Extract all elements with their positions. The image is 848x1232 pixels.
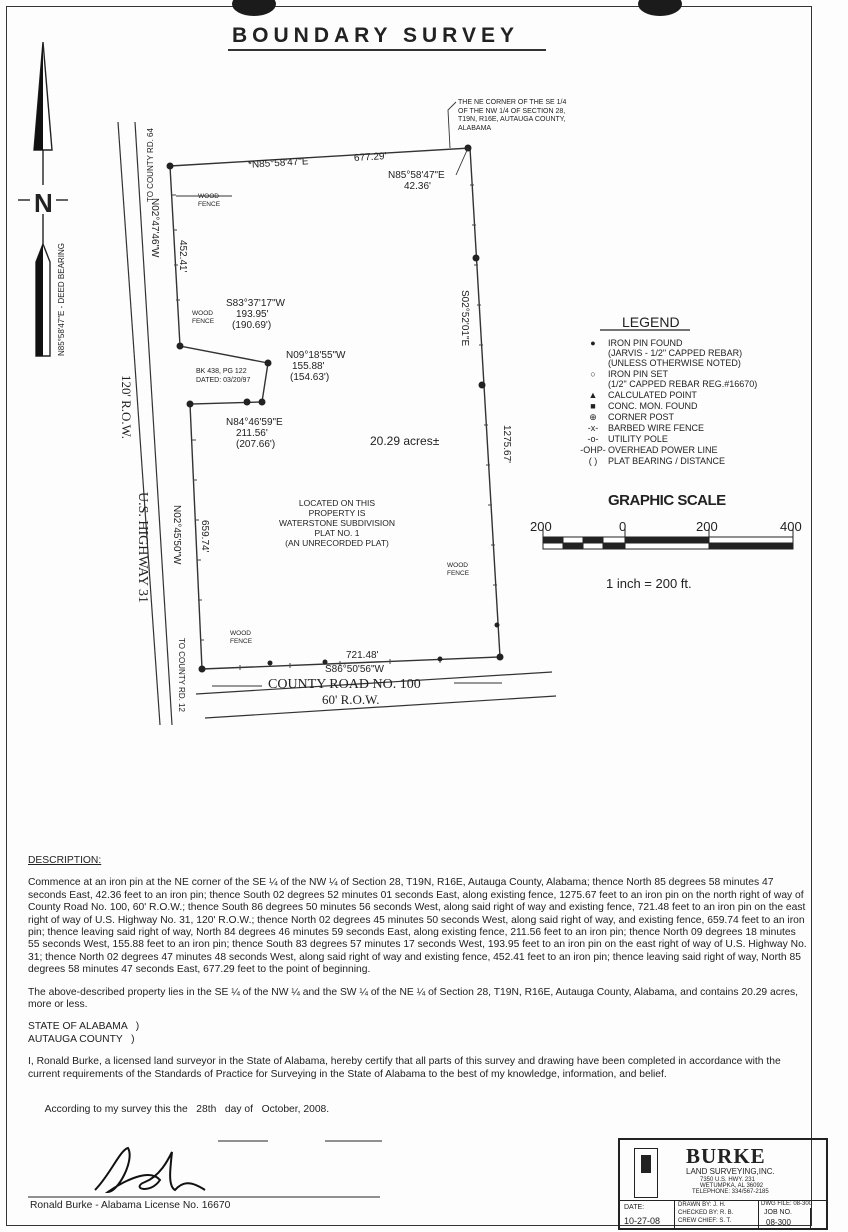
signer-name: Ronald Burke - Alabama License No. 16670 [30, 1200, 231, 1211]
according-line [28, 1091, 808, 1128]
description-block [28, 855, 808, 1128]
legend-text-line: IRON PIN FOUND [608, 338, 683, 348]
scale-tick-label: 400 [780, 519, 802, 534]
west-lower-distance: 659.74' [199, 520, 210, 553]
legend-text [608, 456, 725, 466]
legend-text-line: (JARVIS - 1/2" CAPPED REBAR) [608, 348, 743, 358]
legend-symbol-icon: ● [590, 338, 596, 348]
survey-day: 28th [196, 1103, 217, 1115]
company-logo-icon [634, 1148, 658, 1198]
county-line: AUTAUGA COUNTY ) [28, 1033, 135, 1045]
survey-month: October [261, 1103, 298, 1115]
north-line-bearing: *N85°58'47"E [247, 156, 309, 171]
ne-short-bearing: N85°58'47"E [388, 170, 445, 181]
east-line-bearing: S02°52'01"E [459, 290, 470, 347]
scale-ratio: 1 inch = 200 ft. [606, 576, 692, 591]
company-address1: 7350 U.S. HWY. 231 [700, 1177, 755, 1183]
located-note [262, 498, 412, 548]
county-road-row: 60' R.O.W. [322, 692, 380, 707]
legend-list [578, 338, 808, 467]
legend-text [608, 401, 698, 411]
ne-short-distance: 42.36' [404, 181, 431, 192]
description-heading: DESCRIPTION: [28, 855, 102, 866]
acreage-label: 20.29 acres± [370, 434, 440, 448]
highway-name: U.S. HIGHWAY 31 [135, 492, 150, 603]
county-road-name: COUNTY ROAD NO. 100 [268, 677, 421, 692]
crew-chief: CREW CHIEF: S. T. [678, 1218, 732, 1224]
legend-text-line: OVERHEAD POWER LINE [608, 445, 718, 455]
legend-text-line: (1/2" CAPPED REBAR REG.#16670) [608, 379, 758, 389]
south-line-distance: 721.48' [346, 650, 379, 661]
legend-item [578, 423, 808, 433]
legend-text-line: CORNER POST [608, 412, 675, 422]
legend-text [608, 338, 742, 368]
south-line-bearing: S86°50'56"W [325, 664, 384, 675]
highway-row: 120' R.O.W. [119, 375, 134, 439]
legend-text-line: CALCULATED POINT [608, 390, 697, 400]
dwg-file: DWG FILE: 08-300 [761, 1201, 813, 1207]
highway-lines [118, 122, 556, 725]
signature [95, 1148, 205, 1192]
outparcel-n09-bearing: N09°18'55"W [286, 350, 346, 361]
title-block [618, 1138, 828, 1230]
ne-corner-note: THE NE CORNER OF THE SE 1/4 OF THE NW 1/4 OF SECTION 28, T19N, R16E, AUTAUGA COUNTY, ALABAMA [458, 99, 567, 132]
legend-text-line: BARBED WIRE FENCE [608, 423, 705, 433]
legend-item [578, 338, 808, 368]
to-county-12-label: TO COUNTY RD. 12 [177, 638, 186, 712]
outparcel-n09-distance: 155.88' [292, 361, 325, 372]
fence-label: WOOD FENCE [447, 562, 470, 577]
legend-text [608, 445, 718, 455]
company-name: BURKE [686, 1144, 766, 1168]
legend-item [578, 369, 808, 389]
date-value: 10-27-08 [624, 1216, 661, 1226]
outparcel-n84-distance: 211.56' [236, 428, 268, 439]
company-address2: WETUMPKA, AL 36092 [700, 1183, 764, 1189]
located-note-line: LOCATED ON THIS [298, 498, 376, 508]
legend-symbol-icon: ⊕ [589, 412, 597, 422]
fence-label: WOOD FENCE [192, 310, 215, 325]
north-label: N [34, 188, 53, 218]
deed-ref-line2: DATED: 03/20/97 [196, 377, 251, 384]
scale-tick-label: 200 [696, 519, 718, 534]
outparcel-n84-plat: (207.66') [236, 439, 276, 450]
located-note-line: PROPERTY IS [308, 508, 366, 518]
legend-symbol-icon: ■ [590, 401, 596, 411]
outparcel-s83-distance: 193.95' [236, 309, 269, 320]
iron-pins [167, 145, 504, 673]
company-subtitle: LAND SURVEYING,INC. [686, 1167, 775, 1176]
west-upper-bearing: N02°47'46"W [149, 198, 160, 258]
legend-symbol-icon: ○ [590, 369, 596, 379]
survey-year: , 2008. [297, 1103, 330, 1115]
deed-bearing-note: N85°58'47"E - DEED BEARING [57, 243, 66, 356]
outparcel-s83-bearing: S83°37'17"W [226, 298, 285, 309]
outparcel-n09-plat: (154.63') [290, 372, 330, 383]
legend-title: LEGEND [622, 314, 680, 330]
description-para: Commence at an iron pin at the NE corner of the SE ¼ of the NW ¼ of Section 28, T19N, R16E, Autauga County, Alabama; thence North 85 degrees 58 minutes 47 seconds East, 42.36 feet to an iron pin; thence South 02 degrees 52 minutes 01 seconds East, along existing fence, 1275.67 feet to an iron pin on the north right of way of County Road No. 100, 60' R.O.W.; thence South 86 degrees 50 minutes 56 seconds West, along said right of way and existing fence, 721.48 feet to an iron pin on the east right of way of U.S. Highway No. 31, 120' R.O.W.; thence North 02 degrees 45 minutes 50 seconds West, along said right of way, and existing fence, 659.74 feet to an iron pin; thence leaving said right of way, North 84 degrees 46 minutes 59 seconds East, along existing fence, 211.56 feet to an iron pin; thence North 09 degrees 18 minutes 55 seconds West, 155.88 feet to an iron pin; thence South 83 degrees 57 minutes 17 seconds West, 193.95 feet to an iron pin on the east right of way of U.S. Highway No. 31; thence North 02 degrees 47 minutes 48 seconds West, along said right of way and existing fence, 452.41 feet to an iron pin; thence leaving said right of way, North 85 degrees 58 minutes 47 seconds East, 677.29 feet to the point of beginning. [28, 877, 807, 976]
according-mid: day of [224, 1103, 253, 1115]
deed-ref-line1: BK 438, PG 122 [196, 368, 247, 375]
description-para: The above-described property lies in the SE ¼ of the NW ¼ and the SW ¼ of the NE ¼ of Section 28, T19N, R16E, Autauga County, Alabama, and contains 20.29 acres, more or less. [28, 986, 799, 1011]
legend-item [578, 412, 808, 422]
east-line-distance: 1275.67' [501, 425, 512, 464]
legend-text-line: (UNLESS OTHERWISE NOTED) [608, 358, 741, 368]
outparcel-n84-bearing: N84°46'59"E [226, 417, 283, 428]
legend-text [608, 434, 668, 444]
legend-symbol-icon: -x- [587, 423, 599, 433]
located-note-line: WATERSTONE SUBDIVISION [278, 518, 396, 528]
job-no-label: JOB NO. [764, 1209, 793, 1216]
graphic-scale-bar [543, 528, 793, 549]
legend-text [608, 423, 704, 433]
to-county-64-label: TO COUNTY RD. 64 [146, 128, 155, 202]
job-no: 08-300 [766, 1218, 791, 1227]
fence-label: WOOD FENCE [230, 630, 253, 645]
fence-ticks [172, 185, 499, 670]
legend-symbol-icon: ( ) [588, 456, 598, 466]
north-line-distance: 677.29' [353, 151, 387, 164]
west-lower-bearing: N02°45'50"W [171, 505, 182, 565]
west-upper-distance: 452.41' [177, 240, 188, 273]
drawn-by: DRAWN BY: J. H. [678, 1202, 726, 1208]
according-prefix: According to my survey this the [44, 1103, 188, 1115]
located-note-line: (AN UNRECORDED PLAT) [285, 538, 389, 548]
legend-text [608, 412, 674, 422]
legend-text-line: CONC. MON. FOUND [608, 401, 698, 411]
legend-text [608, 369, 757, 389]
legend-symbol-icon: ▲ [588, 390, 598, 400]
legend-item [578, 401, 808, 411]
legend-text-line: UTILITY POLE [608, 434, 668, 444]
legend-symbol-icon: -OHP- [580, 445, 606, 455]
property-boundary [170, 148, 500, 669]
certification-para: I, Ronald Burke, a licensed land surveyor in the State of Alabama, hereby certify that all parts of this survey and drawing have been completed in accordance with the current requirements of the Standards of Practice for Surveying in the State of Alabama to the best of my knowledge, information, and belief. [28, 1056, 781, 1080]
legend-item [578, 434, 808, 444]
fence-label: WOOD FENCE [198, 193, 221, 208]
company-phone: TELEPHONE: 334/567-2185 [692, 1189, 769, 1195]
legend-item [578, 445, 808, 455]
legend-item [578, 390, 808, 400]
page-title: BOUNDARY SURVEY [232, 24, 519, 47]
state-line: STATE OF ALABAMA ) [28, 1021, 140, 1033]
located-note-line: PLAT NO. 1 [314, 528, 360, 538]
outparcel-s83-plat: (190.69') [232, 320, 272, 331]
legend-symbol-icon: -o- [587, 434, 599, 444]
legend-item [578, 456, 808, 466]
checked-by: CHECKED BY: R. B. [678, 1210, 734, 1216]
graphic-scale-title: GRAPHIC SCALE [608, 492, 726, 509]
scale-tick-label: 200 [530, 519, 552, 534]
legend-text [608, 390, 697, 400]
scale-tick-label: 0 [619, 519, 627, 534]
date-label: DATE: [624, 1204, 645, 1211]
legend-text-line: PLAT BEARING / DISTANCE [608, 456, 726, 466]
legend-text-line: IRON PIN SET [608, 369, 669, 379]
